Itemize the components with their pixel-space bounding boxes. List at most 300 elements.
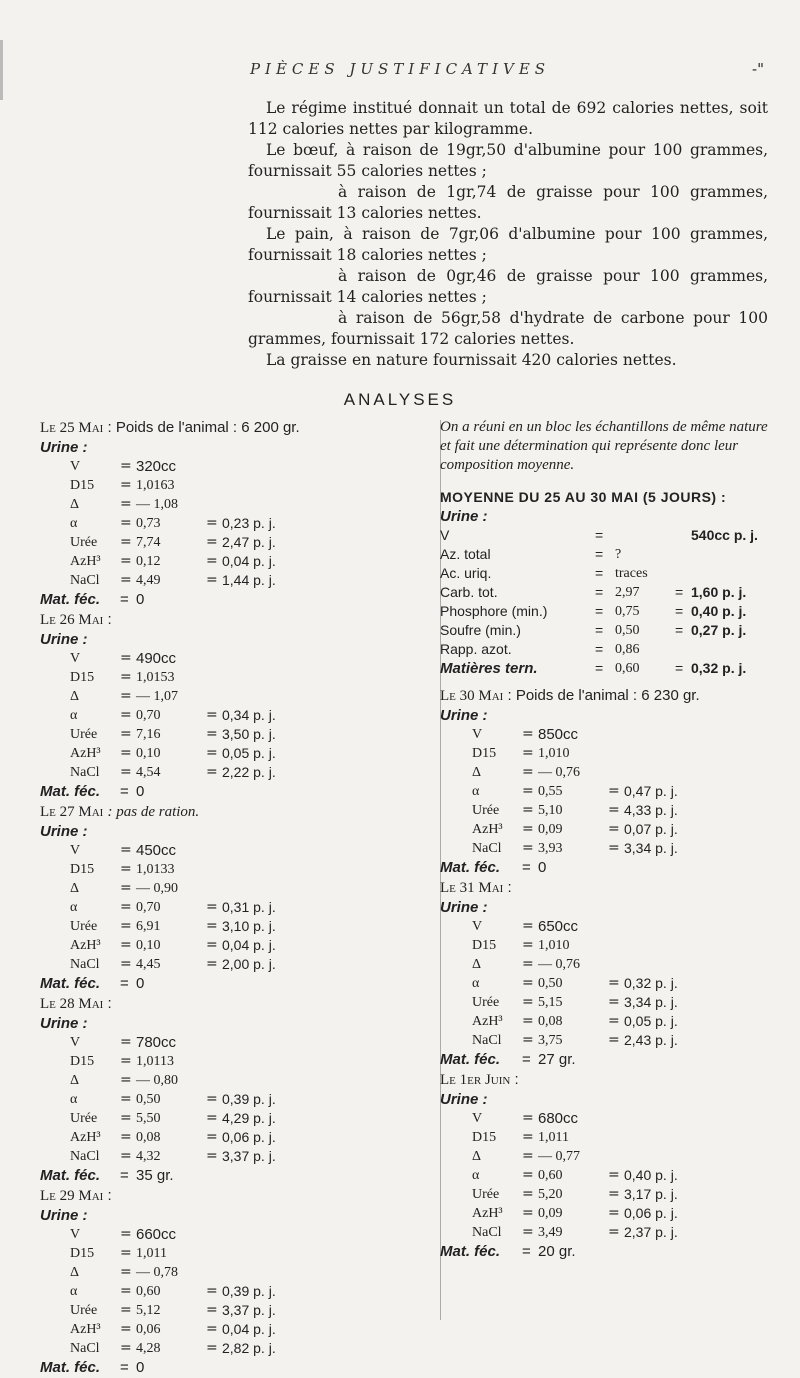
measure-row bbox=[40, 1052, 450, 1071]
equals-sign: = bbox=[206, 1340, 218, 1356]
measure-row bbox=[440, 917, 785, 936]
measure-row bbox=[440, 1223, 785, 1242]
paragraph: à raison de 56gr,58 d'hydrate de carbone pour 100 grammes, fournissait 172 calories nettes. bbox=[248, 309, 768, 348]
measure-result: 3,17 p. j. bbox=[624, 1186, 678, 1202]
average-label: Carb. tot. bbox=[440, 584, 498, 600]
measure-result: 2,43 p. j. bbox=[624, 1032, 678, 1048]
measure-label: AzH³ bbox=[472, 1014, 503, 1029]
measure-label: Δ bbox=[472, 1149, 482, 1164]
urine-label: Urine : bbox=[40, 1015, 88, 1032]
equals-sign: = bbox=[522, 1129, 534, 1145]
equals-sign: = bbox=[522, 802, 534, 818]
measure-value: — 0,76 bbox=[538, 765, 580, 780]
measure-result: 4,29 p. j. bbox=[222, 1110, 276, 1126]
fecal-matter-label: Mat. féc. bbox=[40, 1167, 101, 1184]
entry-suffix: : bbox=[107, 1187, 112, 1204]
measure-row bbox=[40, 649, 450, 668]
measure-row bbox=[40, 1301, 450, 1320]
measure-result: 2,22 p. j. bbox=[222, 764, 276, 780]
equals-sign: = bbox=[608, 1167, 620, 1183]
running-head: PIÈCES JUSTIFICATIVES bbox=[249, 60, 551, 78]
measure-value: 1,010 bbox=[538, 938, 570, 953]
measure-label: Δ bbox=[70, 689, 80, 704]
measure-row bbox=[440, 820, 785, 839]
average-rows bbox=[440, 526, 785, 678]
measure-row bbox=[40, 917, 450, 936]
equals-sign: = bbox=[120, 1129, 132, 1145]
equals-sign: = bbox=[608, 840, 620, 856]
fecal-matter-row bbox=[40, 782, 450, 802]
measure-row bbox=[440, 1147, 785, 1166]
equals-sign: = bbox=[206, 1129, 218, 1145]
equals-sign: = bbox=[120, 1072, 132, 1088]
measure-label: α bbox=[70, 516, 78, 531]
urine-label: Urine : bbox=[40, 823, 88, 840]
measure-value: 5,15 bbox=[538, 995, 563, 1010]
measure-label: D15 bbox=[472, 1130, 497, 1145]
average-row bbox=[440, 602, 785, 621]
measure-label: V bbox=[70, 843, 81, 858]
equals-sign: = bbox=[120, 1053, 132, 1069]
measure-row bbox=[440, 1012, 785, 1031]
measure-result: 0,04 p. j. bbox=[222, 553, 276, 569]
average-value: 0,60 bbox=[615, 661, 640, 676]
equals-sign: = bbox=[522, 1051, 531, 1068]
measure-result: 0,06 p. j. bbox=[222, 1129, 276, 1145]
measure-value: 1,0163 bbox=[136, 478, 175, 493]
measure-label: D15 bbox=[70, 478, 95, 493]
entry-date: Le 29 Mai bbox=[40, 1188, 104, 1204]
average-label: Rapp. azot. bbox=[440, 641, 512, 657]
fecal-matter-label: Mat. féc. bbox=[440, 1243, 501, 1260]
urine-label: Urine : bbox=[40, 631, 88, 648]
measure-value: 4,49 bbox=[136, 573, 161, 588]
fecal-matter-value: 0 bbox=[136, 975, 145, 992]
average-value: 0,86 bbox=[615, 642, 640, 657]
measure-label: NaCl bbox=[472, 1225, 502, 1240]
measure-row bbox=[440, 801, 785, 820]
equals-sign: = bbox=[120, 1110, 132, 1126]
equals-sign: = bbox=[675, 584, 684, 600]
measure-result: 0,47 p. j. bbox=[624, 783, 678, 799]
paragraph: à raison de 1gr,74 de graisse pour 100 grammes, fournissait 13 calories nettes. bbox=[248, 183, 768, 222]
measure-value: 4,54 bbox=[136, 765, 161, 780]
equals-sign: = bbox=[608, 1032, 620, 1048]
measure-label: NaCl bbox=[70, 1149, 100, 1164]
average-result: 540cc p. j. bbox=[691, 527, 758, 543]
measure-row bbox=[40, 898, 450, 917]
measure-value: 680cc bbox=[538, 1110, 579, 1127]
measure-label: AzH³ bbox=[70, 746, 101, 761]
equals-sign: = bbox=[522, 1186, 534, 1202]
equals-sign: = bbox=[120, 861, 132, 877]
equals-sign: = bbox=[120, 1245, 132, 1261]
equals-sign: = bbox=[522, 1032, 534, 1048]
measure-label: D15 bbox=[70, 1246, 95, 1261]
measure-value: 1,011 bbox=[136, 1246, 167, 1261]
equals-sign: = bbox=[608, 1224, 620, 1240]
entry-date: Le 27 Mai bbox=[40, 804, 104, 820]
analysis-entry bbox=[40, 802, 450, 994]
measure-label: Urée bbox=[472, 995, 500, 1010]
measure-row bbox=[440, 1128, 785, 1147]
fecal-matter-value: 27 gr. bbox=[538, 1051, 576, 1068]
average-row bbox=[440, 583, 785, 602]
entry-header bbox=[40, 610, 450, 630]
equals-sign: = bbox=[120, 669, 132, 685]
average-result: 1,60 p. j. bbox=[691, 584, 747, 600]
measure-value: 0,08 bbox=[136, 1130, 161, 1145]
measure-value: 650cc bbox=[538, 918, 579, 935]
fecal-matter-label: Mat. féc. bbox=[440, 859, 501, 876]
equals-sign: = bbox=[206, 534, 218, 550]
equals-sign: = bbox=[608, 1013, 620, 1029]
average-value: 2,97 bbox=[615, 585, 640, 600]
paragraph: La graisse en nature fournissait 420 calories nettes. bbox=[266, 351, 677, 369]
measure-value: 0,50 bbox=[538, 976, 563, 991]
measure-result: 0,05 p. j. bbox=[624, 1013, 678, 1029]
measure-label: α bbox=[472, 1168, 480, 1183]
measure-row bbox=[440, 1185, 785, 1204]
measure-result: 0,07 p. j. bbox=[624, 821, 678, 837]
measure-result: 3,37 p. j. bbox=[222, 1148, 276, 1164]
measure-result: 0,32 p. j. bbox=[624, 975, 678, 991]
measure-label: α bbox=[70, 708, 78, 723]
measure-value: 3,49 bbox=[538, 1225, 563, 1240]
measure-label: V bbox=[70, 1035, 81, 1050]
measure-label: α bbox=[70, 900, 78, 915]
fecal-matter-label: Mat. féc. bbox=[40, 975, 101, 992]
fecal-matter-row bbox=[440, 1050, 785, 1070]
measure-row bbox=[40, 668, 450, 687]
right-entries bbox=[440, 686, 785, 1262]
equals-sign: = bbox=[120, 880, 132, 896]
average-label: Matières tern. bbox=[440, 660, 538, 677]
measure-row bbox=[440, 763, 785, 782]
measure-label: Δ bbox=[70, 1073, 80, 1088]
body-text bbox=[248, 98, 768, 371]
measure-row bbox=[40, 1320, 450, 1339]
equals-sign: = bbox=[120, 1226, 132, 1242]
measure-row bbox=[40, 457, 450, 476]
measure-label: D15 bbox=[70, 1054, 95, 1069]
entry-date: Le 28 Mai bbox=[40, 996, 104, 1012]
measure-value: 850cc bbox=[538, 726, 579, 743]
average-title: MOYENNE DU 25 AU 30 MAI (5 JOURS) : bbox=[440, 489, 727, 505]
measure-row bbox=[40, 495, 450, 514]
equals-sign: = bbox=[120, 937, 132, 953]
left-column bbox=[40, 418, 450, 1378]
measure-value: 4,28 bbox=[136, 1341, 161, 1356]
measure-label: D15 bbox=[472, 746, 497, 761]
equals-sign: = bbox=[120, 591, 129, 608]
measure-row bbox=[40, 706, 450, 725]
fecal-matter-value: 20 gr. bbox=[538, 1243, 576, 1260]
equals-sign: = bbox=[608, 1186, 620, 1202]
equals-sign: = bbox=[522, 859, 531, 876]
average-result: 0,32 p. j. bbox=[691, 660, 747, 676]
fecal-matter-label: Mat. féc. bbox=[40, 591, 101, 608]
measure-value: 3,75 bbox=[538, 1033, 563, 1048]
measure-row bbox=[40, 879, 450, 898]
entry-suffix: : bbox=[507, 879, 512, 896]
measure-value: 0,09 bbox=[538, 1206, 563, 1221]
equals-sign: = bbox=[675, 622, 684, 638]
analysis-entry bbox=[40, 1186, 450, 1378]
measure-row bbox=[40, 1339, 450, 1358]
equals-sign: = bbox=[206, 1148, 218, 1164]
measure-label: Δ bbox=[70, 1265, 80, 1280]
entry-header bbox=[40, 418, 450, 438]
measure-value: 0,70 bbox=[136, 708, 161, 723]
fecal-matter-row bbox=[40, 590, 450, 610]
fecal-matter-value: 0 bbox=[136, 1359, 145, 1376]
analysis-entry bbox=[440, 686, 785, 878]
measure-result: 3,37 p. j. bbox=[222, 1302, 276, 1318]
equals-sign: = bbox=[522, 840, 534, 856]
equals-sign: = bbox=[120, 572, 132, 588]
measure-label: Urée bbox=[70, 1303, 98, 1318]
measure-value: 0,06 bbox=[136, 1322, 161, 1337]
measure-value: 0,55 bbox=[538, 784, 563, 799]
entry-header bbox=[440, 1070, 785, 1090]
equals-sign: = bbox=[120, 956, 132, 972]
measure-label: α bbox=[70, 1092, 78, 1107]
equals-sign: = bbox=[120, 1283, 132, 1299]
entry-header bbox=[40, 1186, 450, 1206]
entry-suffix: : bbox=[107, 995, 112, 1012]
equals-sign: = bbox=[608, 821, 620, 837]
measure-value: 3,93 bbox=[538, 841, 563, 856]
measure-label: V bbox=[472, 1111, 483, 1126]
fecal-matter-label: Mat. féc. bbox=[40, 1359, 101, 1376]
equals-sign: = bbox=[120, 1034, 132, 1050]
measure-result: 0,04 p. j. bbox=[222, 1321, 276, 1337]
measure-row bbox=[40, 1090, 450, 1109]
right-column bbox=[440, 418, 785, 1262]
equals-sign: = bbox=[120, 553, 132, 569]
measure-row bbox=[40, 571, 450, 590]
entry-date: Le 30 Mai bbox=[440, 688, 504, 704]
measure-row bbox=[40, 687, 450, 706]
equals-sign: = bbox=[206, 918, 218, 934]
measure-row bbox=[40, 1071, 450, 1090]
measure-row bbox=[40, 1147, 450, 1166]
equals-sign: = bbox=[522, 1148, 534, 1164]
equals-sign: = bbox=[522, 821, 534, 837]
measure-value: 4,45 bbox=[136, 957, 161, 972]
equals-sign: = bbox=[675, 660, 684, 676]
equals-sign: = bbox=[120, 1302, 132, 1318]
measure-row bbox=[40, 1244, 450, 1263]
entry-header bbox=[40, 994, 450, 1014]
equals-sign: = bbox=[522, 1013, 534, 1029]
average-label: Az. total bbox=[440, 546, 491, 562]
entry-header bbox=[440, 878, 785, 898]
average-row bbox=[440, 640, 785, 659]
measure-value: 0,73 bbox=[136, 516, 161, 531]
equals-sign: = bbox=[120, 1340, 132, 1356]
measure-value: 1,010 bbox=[538, 746, 570, 761]
measure-label: V bbox=[472, 727, 483, 742]
measure-row bbox=[440, 974, 785, 993]
measure-label: AzH³ bbox=[472, 822, 503, 837]
equals-sign: = bbox=[120, 783, 129, 800]
equals-sign: = bbox=[595, 641, 604, 657]
measure-label: Δ bbox=[70, 881, 80, 896]
measure-label: Δ bbox=[70, 497, 80, 512]
equals-sign: = bbox=[120, 707, 132, 723]
entry-suffix: : bbox=[107, 611, 112, 628]
measure-row bbox=[40, 476, 450, 495]
equals-sign: = bbox=[206, 572, 218, 588]
average-value: 0,50 bbox=[615, 623, 640, 638]
measure-row bbox=[440, 993, 785, 1012]
measure-value: — 0,78 bbox=[136, 1265, 178, 1280]
equals-sign: = bbox=[608, 783, 620, 799]
measure-label: V bbox=[70, 651, 81, 666]
equals-sign: = bbox=[120, 477, 132, 493]
measure-value: — 0,90 bbox=[136, 881, 178, 896]
equals-sign: = bbox=[522, 937, 534, 953]
measure-label: AzH³ bbox=[472, 1206, 503, 1221]
fecal-matter-value: 0 bbox=[538, 859, 547, 876]
measure-label: NaCl bbox=[70, 765, 100, 780]
measure-row bbox=[40, 725, 450, 744]
measure-row bbox=[440, 725, 785, 744]
analysis-entry bbox=[440, 878, 785, 1070]
equals-sign: = bbox=[206, 726, 218, 742]
measure-value: 320cc bbox=[136, 458, 177, 475]
measure-label: Urée bbox=[70, 919, 98, 934]
paragraph: Le pain, à raison de 7gr,06 d'albumine pour 100 grammes, fournissait 18 calories nettes ; bbox=[248, 225, 768, 264]
fecal-matter-value: 35 gr. bbox=[136, 1167, 174, 1184]
measure-value: 0,60 bbox=[136, 1284, 161, 1299]
equals-sign: = bbox=[206, 1283, 218, 1299]
fecal-matter-row bbox=[440, 1242, 785, 1262]
equals-sign: = bbox=[595, 660, 604, 676]
measure-result: 2,37 p. j. bbox=[624, 1224, 678, 1240]
measure-row bbox=[40, 552, 450, 571]
equals-sign: = bbox=[206, 1110, 218, 1126]
measure-label: AzH³ bbox=[70, 554, 101, 569]
equals-sign: = bbox=[120, 918, 132, 934]
equals-sign: = bbox=[120, 1264, 132, 1280]
equals-sign: = bbox=[595, 584, 604, 600]
average-result: 0,27 p. j. bbox=[691, 622, 747, 638]
measure-label: V bbox=[472, 919, 483, 934]
measure-row bbox=[40, 1109, 450, 1128]
measure-value: 1,0153 bbox=[136, 670, 175, 685]
measure-value: 5,20 bbox=[538, 1187, 563, 1202]
measure-value: — 1,08 bbox=[136, 497, 178, 512]
equals-sign: = bbox=[120, 726, 132, 742]
measure-label: V bbox=[70, 1227, 81, 1242]
measure-result: 0,31 p. j. bbox=[222, 899, 276, 915]
equals-sign: = bbox=[120, 745, 132, 761]
entry-suffix: : bbox=[514, 1071, 519, 1088]
measure-row bbox=[40, 533, 450, 552]
urine-label: Urine : bbox=[40, 1207, 88, 1224]
equals-sign: = bbox=[206, 515, 218, 531]
measure-value: 5,12 bbox=[136, 1303, 161, 1318]
measure-label: AzH³ bbox=[70, 1130, 101, 1145]
equals-sign: = bbox=[120, 1091, 132, 1107]
measure-label: NaCl bbox=[70, 1341, 100, 1356]
measure-row bbox=[40, 763, 450, 782]
equals-sign: = bbox=[120, 975, 129, 992]
measure-row bbox=[440, 744, 785, 763]
analysis-entry bbox=[440, 1070, 785, 1262]
equals-sign: = bbox=[120, 534, 132, 550]
average-row bbox=[440, 526, 785, 545]
equals-sign: = bbox=[120, 1148, 132, 1164]
measure-result: 0,34 p. j. bbox=[222, 707, 276, 723]
measure-label: NaCl bbox=[472, 1033, 502, 1048]
measure-value: 0,08 bbox=[538, 1014, 563, 1029]
measure-result: 0,39 p. j. bbox=[222, 1091, 276, 1107]
equals-sign: = bbox=[120, 764, 132, 780]
equals-sign: = bbox=[120, 650, 132, 666]
measure-result: 0,23 p. j. bbox=[222, 515, 276, 531]
entry-date: Le 26 Mai bbox=[40, 612, 104, 628]
equals-sign: = bbox=[120, 496, 132, 512]
measure-value: 0,70 bbox=[136, 900, 161, 915]
equals-sign: = bbox=[206, 937, 218, 953]
equals-sign: = bbox=[206, 707, 218, 723]
measure-value: 0,09 bbox=[538, 822, 563, 837]
entry-date: Le 25 Mai bbox=[40, 420, 104, 436]
measure-row bbox=[440, 1166, 785, 1185]
equals-sign: = bbox=[522, 783, 534, 799]
entry-suffix: : pas de ration. bbox=[107, 804, 200, 820]
equals-sign: = bbox=[522, 975, 534, 991]
fecal-matter-label: Mat. féc. bbox=[440, 1051, 501, 1068]
urine-label: Urine : bbox=[440, 707, 488, 724]
measure-row bbox=[40, 936, 450, 955]
entry-suffix: : Poids de l'animal : 6 230 gr. bbox=[507, 687, 700, 704]
equals-sign: = bbox=[522, 1243, 531, 1260]
measure-result: 0,05 p. j. bbox=[222, 745, 276, 761]
measure-label: D15 bbox=[472, 938, 497, 953]
measure-value: 660cc bbox=[136, 1226, 177, 1243]
entry-header bbox=[40, 802, 450, 822]
measure-value: — 0,80 bbox=[136, 1073, 178, 1088]
measure-value: 6,91 bbox=[136, 919, 161, 934]
equals-sign: = bbox=[595, 565, 604, 581]
equals-sign: = bbox=[206, 745, 218, 761]
average-result: 0,40 p. j. bbox=[691, 603, 747, 619]
measure-result: 3,10 p. j. bbox=[222, 918, 276, 934]
average-label: Soufre (min.) bbox=[440, 622, 521, 638]
measure-result: 2,00 p. j. bbox=[222, 956, 276, 972]
measure-label: V bbox=[70, 459, 81, 474]
average-urine-label: Urine : bbox=[440, 508, 488, 525]
equals-sign: = bbox=[595, 603, 604, 619]
average-row bbox=[440, 659, 785, 678]
measure-row bbox=[40, 860, 450, 879]
equals-sign: = bbox=[522, 1224, 534, 1240]
measure-label: Urée bbox=[70, 1111, 98, 1126]
average-row bbox=[440, 621, 785, 640]
measure-label: Δ bbox=[472, 765, 482, 780]
measure-label: D15 bbox=[70, 862, 95, 877]
equals-sign: = bbox=[522, 994, 534, 1010]
average-value: 0,75 bbox=[615, 604, 640, 619]
measure-value: 450cc bbox=[136, 842, 177, 859]
average-label: Phosphore (min.) bbox=[440, 603, 548, 619]
entry-date: Le 1er Juin bbox=[440, 1072, 511, 1088]
